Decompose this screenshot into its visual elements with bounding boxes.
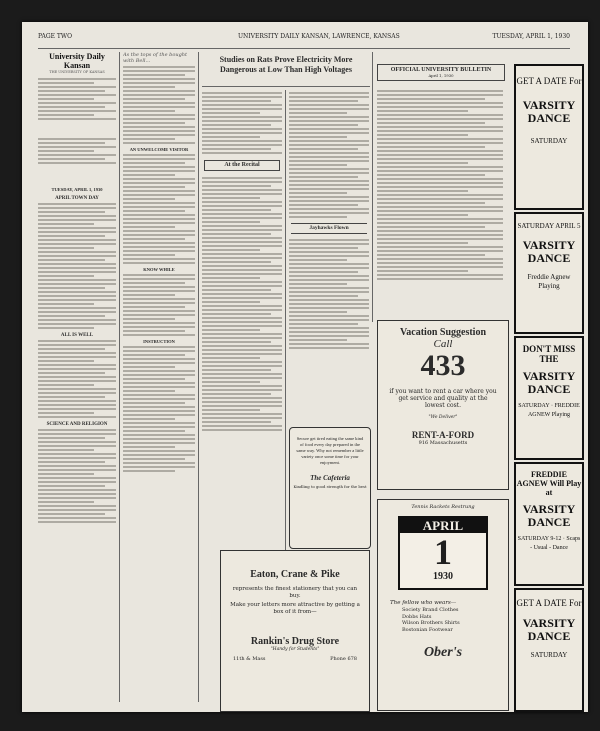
jayhawks-title: Jayhawks Flown: [309, 225, 349, 231]
staff-box-2: [38, 138, 116, 184]
page-number: PAGE TWO: [38, 33, 72, 40]
vacation-line2: Call: [433, 338, 453, 350]
column-two-intro: As the tops of the bought with Bell...: [123, 52, 188, 64]
editorial-heading-1: APRIL TOWN DAY: [55, 196, 99, 201]
bulletin-sub: April 1, 1930: [428, 73, 454, 78]
varsity-dance-ad-5: [514, 588, 584, 712]
column-four: [289, 90, 369, 445]
column-rule: [198, 52, 199, 702]
nameplate-title: University Daily Kansan: [49, 52, 105, 70]
editorial-heading-2: ALL IS WELL: [60, 333, 94, 338]
bulletin-header: [377, 64, 505, 81]
recital-title: At the Recital: [224, 162, 260, 168]
eaton-line1: represents the finest stationery that you can buy.: [232, 586, 358, 599]
varsity-dance-ad-1: [514, 64, 584, 210]
tennis-lead: The fellow who wears—: [390, 600, 457, 606]
side-ad-1-bottom: SATURDAY: [530, 137, 568, 145]
rankin-tag: "Handy for Students": [270, 647, 320, 652]
vacation-line1: Vacation Suggestion: [399, 327, 487, 338]
tennis-item: Society Brand Clothes: [402, 607, 459, 613]
side-ad-5-bottom: SATURDAY: [530, 651, 568, 659]
varsity-dance-ad-3: [514, 336, 584, 460]
vacation-addr: 916 Massachusetts: [418, 440, 468, 446]
headline-rule: [202, 86, 370, 87]
rent-a-ford-ad: [377, 320, 509, 490]
staff-box: [38, 78, 116, 136]
bulletin-title: OFFICIAL UNIVERSITY BULLETIN: [390, 67, 492, 73]
tennis-item: Wilson Brothers Shirts: [402, 620, 460, 626]
column-rule: [372, 52, 373, 322]
column-two: [123, 52, 195, 702]
tennis-item: Bostonian Footwear: [402, 626, 453, 633]
story-headline: Studies on Rats Prove Electricity More Dangerous at Low Than High Voltages: [219, 55, 353, 74]
side-ad-1-top: GET A DATE For: [516, 76, 582, 86]
cafeteria-tag: Kindling to good strength for the best: [293, 484, 367, 489]
varsity-dance-ad-2: [514, 212, 584, 334]
side-ad-3-main: VARSITY DANCE: [522, 369, 576, 396]
column-two-heading-3: INSTRUCTION: [143, 339, 175, 344]
bulletin-body: [377, 88, 503, 318]
calendar-year: 1930: [433, 571, 453, 582]
vacation-body: if you want to rent a car where you get service and quality at the lowest cost.: [389, 388, 497, 409]
eaton-crane-pike-ad: [220, 550, 370, 712]
side-ad-4-bottom: SATURDAY 9-12 · Scaps - Usual - Dance: [517, 536, 581, 551]
vacation-number: 433: [420, 349, 466, 382]
jayhawks-box: [291, 223, 367, 234]
vacation-tag: "We Deliver": [428, 415, 458, 420]
column-two-heading-2: KNOW WHILE: [143, 267, 175, 272]
eaton-title: Eaton, Crane & Pike: [250, 569, 340, 580]
side-ad-1-main: VARSITY DANCE: [522, 98, 576, 125]
cafeteria-name: The Cafeteria: [310, 474, 350, 482]
cafeteria-ad: [289, 427, 371, 549]
masthead-title: UNIVERSITY DAILY KANSAN, LAWRENCE, KANSAS: [238, 33, 400, 40]
column-three: [202, 90, 282, 550]
side-ad-5-top: GET A DATE For: [516, 598, 582, 608]
calendar-month: APRIL: [400, 518, 486, 533]
rankin-addr: 11th & Mass: [233, 656, 266, 662]
calendar-day: 1: [434, 532, 452, 572]
side-ad-2-main: VARSITY DANCE: [522, 238, 576, 265]
editorial-body-3: [38, 429, 116, 523]
side-ad-4-top: FREDDIE AGNEW Will Play at: [516, 470, 582, 497]
column-rule: [285, 90, 286, 550]
side-ad-2-bottom: Freddie Agnew Playing: [527, 273, 571, 290]
editorial-body-2: [38, 340, 116, 418]
vacation-name: RENT-A-FORD: [411, 430, 475, 440]
side-ad-3-bottom: SATURDAY · FREDDIE AGNEW Playing: [518, 403, 580, 418]
editorial-body-1: [38, 203, 116, 329]
side-ad-3-top: DON'T MISS THE: [522, 344, 576, 364]
editorial-heading-3: SCIENCE AND RELIGION: [46, 422, 108, 427]
rankin-name: Rankin's Drug Store: [250, 636, 340, 647]
recital-box: [204, 160, 280, 171]
editorial-column: [38, 52, 116, 702]
masthead-date: TUESDAY, APRIL 1, 1930: [492, 33, 570, 40]
nameplate-subtitle: THE UNIVERSITY OF KANSAS: [49, 70, 105, 74]
tennis-item: Dobbs Hats: [402, 613, 432, 620]
side-ad-4-main: VARSITY DANCE: [522, 502, 576, 529]
rankin-footer: [233, 656, 357, 664]
column-two-heading-1: AN UNWELCOME VISITOR: [129, 147, 189, 152]
column-rule: [119, 52, 120, 702]
calendar-icon: [398, 516, 488, 590]
tennis-head: Tennis Rackets Restrung: [411, 504, 475, 510]
side-ad-2-top: SATURDAY APRIL 5: [517, 222, 581, 230]
newspaper-page: [22, 22, 588, 712]
side-ad-5-main: VARSITY DANCE: [522, 616, 576, 643]
rankin-phone: Phone 678: [330, 656, 357, 662]
tennis-items: [402, 607, 508, 633]
eaton-line2: Make your letters more attractive by getting a box of it from—: [230, 602, 360, 615]
varsity-dance-ad-4: [514, 462, 584, 586]
obers-logo: Ober's: [423, 645, 463, 660]
editorial-date: TUESDAY, APRIL 1, 1930: [51, 187, 103, 192]
obers-ad: [377, 499, 509, 711]
cafeteria-body: Secure get tired eating the same kind of food every day prepared in the same way. Why not remember a little variety once some time for your enjoyment.: [296, 436, 364, 465]
masthead: [38, 30, 570, 49]
